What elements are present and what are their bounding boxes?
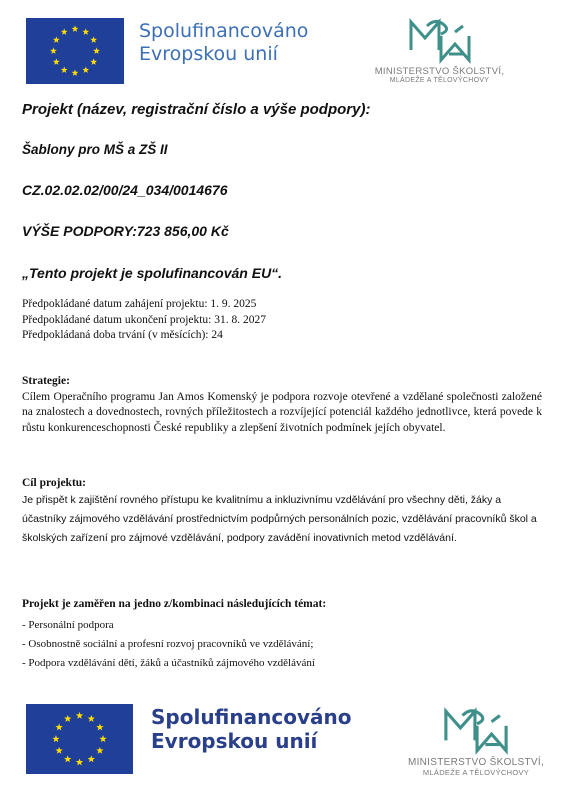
topic-item: - Personální podpora (22, 619, 114, 631)
eu-star-icon (82, 28, 89, 35)
eu-star-icon (61, 66, 68, 73)
project-name: Šablony pro MŠ a ZŠ II (22, 142, 168, 157)
ministry-name-line-1: MINISTERSTVO ŠKOLSTVÍ, (407, 757, 545, 768)
eu-star-icon (88, 755, 95, 762)
eu-flag-icon (26, 18, 124, 84)
eu-star-icon (76, 759, 83, 766)
strategy-text: Cílem Operačního programu Jan Amos Komenský je podpora rozvoje otevřené a vzdělané společnosti založené na znalostech a dovednostech, rovných příležitostech a rozvíjející potenciál každého jednotlivce, která povede k růstu konkurenceschopnosti České republiky a zlepšení životních podmínek jejích obyvatel. (22, 390, 542, 434)
strategy-heading: Strategie: (22, 375, 70, 387)
topics-list (22, 616, 542, 673)
eu-star-icon (53, 58, 60, 65)
eu-star-icon (72, 69, 79, 76)
msmt-logo (362, 14, 517, 84)
strategy-section (22, 374, 542, 436)
eu-statement: „Tento projekt je spolufinancován EU“. (22, 265, 283, 281)
duration: Předpokládaná doba trvání (v měsících): 24 (22, 329, 223, 341)
ministry-name-line-2: MLÁDEŽE A TĚLOVÝCHOVY (389, 77, 490, 84)
msmt-logo-icon (405, 14, 475, 66)
eu-star-icon (93, 47, 100, 54)
eu-star-icon (99, 735, 106, 742)
eu-star-icon (96, 724, 103, 731)
eu-star-icon (96, 747, 103, 754)
eu-star-icon (76, 712, 83, 719)
eu-star-icon (82, 66, 89, 73)
eu-line-2: Evropskou unií (151, 729, 318, 753)
eu-star-icon (72, 25, 79, 32)
eu-star-icon (64, 755, 71, 762)
goal-section (22, 477, 542, 548)
support-amount: VÝŠE PODPORY:723 856,00 Kč (22, 223, 229, 239)
ministry-name-line-1: MINISTERSTVO ŠKOLSTVÍ, (374, 66, 505, 77)
topics-section (22, 598, 542, 673)
eu-flag-icon (26, 704, 133, 774)
project-heading: Projekt (název, registrační číslo a výše podpory): (22, 101, 371, 118)
eu-star-icon (52, 735, 59, 742)
msmt-logo-icon (439, 703, 513, 757)
start-date: Předpokládané datum zahájení projektu: 1. 9. 2025 (22, 298, 257, 310)
eu-cofinanced-text (139, 20, 308, 66)
eu-star-icon (50, 47, 57, 54)
eu-line-1: Spolufinancováno (139, 20, 309, 42)
eu-star-icon (55, 724, 62, 731)
eu-line-2: Evropskou unií (139, 42, 278, 65)
msmt-logo (396, 703, 556, 777)
eu-cofinanced-text (151, 705, 351, 753)
eu-star-icon (90, 36, 97, 43)
eu-star-icon (61, 28, 68, 35)
ministry-name-line-2: MLÁDEŽE A TĚLOVÝCHOVY (422, 768, 530, 777)
eu-star-icon (53, 36, 60, 43)
project-dates (22, 297, 542, 344)
eu-star-icon (64, 715, 71, 722)
header-logos (0, 0, 567, 100)
end-date: Předpokládané datum ukončení projektu: 31. 8. 2027 (22, 313, 267, 326)
eu-star-icon (55, 747, 62, 754)
goal-text: Je přispět k zajištění rovného přístupu ke kvalitnímu a inkluzivnímu vzdělávání pro všechny děti, žáky a účastníky zájmového vzdělávání prostřednictvím podpůrných personálních pozic, vzdělávání pracovníků škol a školských zařízení pro zájmové vzdělávání, podpory zavádění inovativních metod vzdělávání. (22, 494, 537, 544)
goal-heading: Cíl projektu: (22, 477, 86, 489)
footer-logos (0, 695, 567, 799)
topic-item: - Osobnostně sociální a profesní rozvoj pracovníků ve vzdělávání; (22, 638, 314, 650)
topic-item: - Podpora vzdělávání dětí, žáků a účastníků zájmového vzdělávání (22, 657, 315, 669)
eu-star-icon (90, 58, 97, 65)
eu-star-icon (88, 715, 95, 722)
registration-number: CZ.02.02.02/00/24_034/0014676 (22, 182, 228, 198)
eu-line-1: Spolufinancováno (151, 705, 352, 729)
topics-heading: Projekt je zaměřen na jedno z/kombinaci následujících témat: (22, 598, 327, 610)
